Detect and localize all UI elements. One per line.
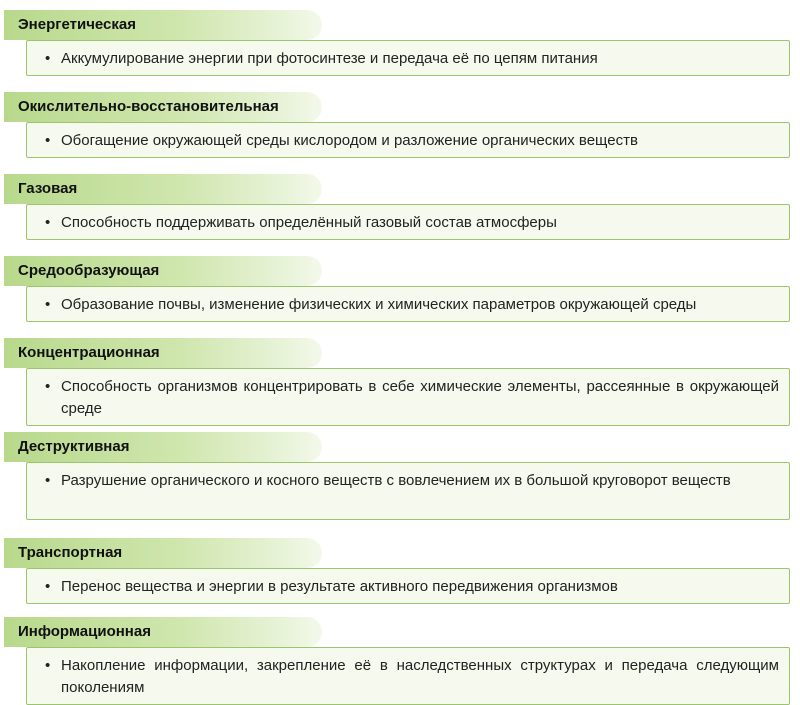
- function-description-box: [26, 368, 790, 426]
- function-description-box: [26, 286, 790, 322]
- function-title-tab: [4, 617, 322, 647]
- function-description: Способность организмов концентрировать в себе химические элементы, рассеянные в окружающей среде: [61, 378, 779, 417]
- function-title: Транспортная: [18, 544, 123, 561]
- function-description: Аккумулирование энергии при фотосинтезе и передача её по цепям питания: [61, 50, 598, 67]
- function-title: Окислительно-восстановительная: [18, 98, 279, 115]
- function-title-tab: [4, 92, 322, 122]
- function-title-tab: [4, 432, 322, 462]
- function-title: Деструктивная: [18, 438, 130, 455]
- bullet-icon: •: [45, 50, 51, 67]
- function-description-box: [26, 122, 790, 158]
- function-description: Перенос вещества и энергии в результате активного передвижения организмов: [61, 578, 618, 595]
- function-description: Образование почвы, изменение физических и химических параметров окружающей среды: [61, 296, 697, 313]
- function-title: Концентрационная: [18, 344, 160, 361]
- bullet-icon: •: [45, 378, 51, 395]
- function-description-box: [26, 568, 790, 604]
- function-description: Разрушение органического и косного веществ с вовлечением их в большой круговорот веществ: [61, 472, 731, 489]
- function-title-tab: [4, 538, 322, 568]
- bullet-icon: •: [45, 214, 51, 231]
- function-description: Обогащение окружающей среды кислородом и разложение органических веществ: [61, 132, 638, 149]
- function-title: Информационная: [18, 623, 151, 640]
- function-description: Накопление информации, закрепление её в наследственных структурах и передача следующим поколениям: [61, 657, 779, 696]
- bullet-icon: •: [45, 132, 51, 149]
- function-title-tab: [4, 10, 322, 40]
- function-title: Средообразующая: [18, 262, 160, 279]
- bullet-icon: •: [45, 657, 51, 674]
- function-description-box: [26, 40, 790, 76]
- function-description-box: [26, 647, 790, 705]
- function-title: Газовая: [18, 180, 78, 197]
- bullet-icon: •: [45, 578, 51, 595]
- function-title-tab: [4, 174, 322, 204]
- function-title: Энергетическая: [18, 16, 136, 33]
- function-description: Способность поддерживать определённый газовый состав атмосферы: [61, 214, 557, 231]
- bullet-icon: •: [45, 472, 51, 489]
- bullet-icon: •: [45, 296, 51, 313]
- function-title-tab: [4, 338, 322, 368]
- function-title-tab: [4, 256, 322, 286]
- function-description-box: [26, 204, 790, 240]
- function-description-box: [26, 462, 790, 520]
